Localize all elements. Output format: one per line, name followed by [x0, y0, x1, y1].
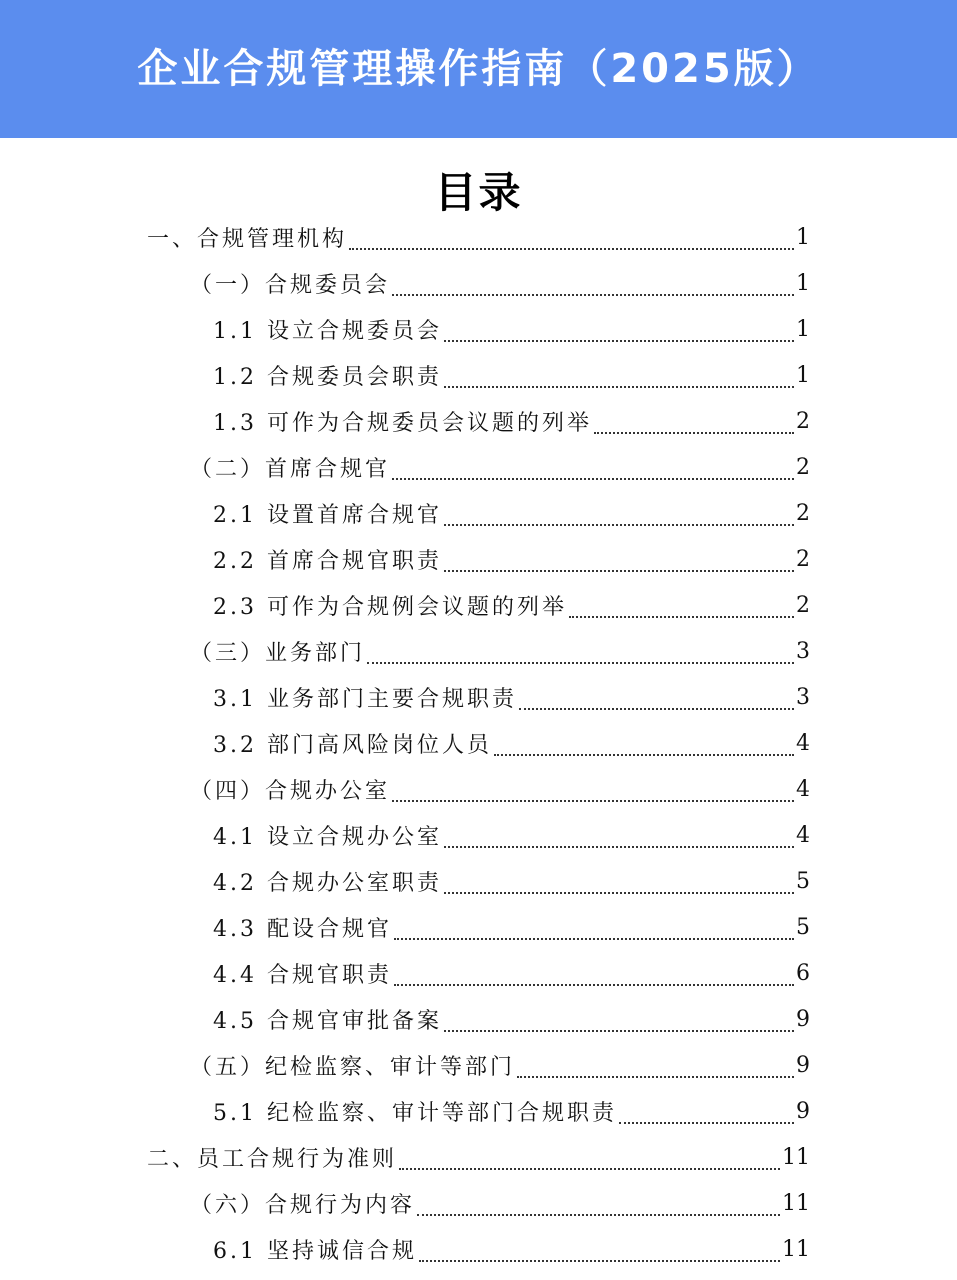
toc-page-number: 11	[782, 1144, 810, 1170]
toc-dot-leader	[419, 1260, 780, 1262]
toc-page-number: 4	[796, 822, 810, 848]
toc-entry-text: 2.1 设置首席合规官	[213, 502, 442, 528]
toc-dot-leader	[399, 1168, 780, 1170]
toc-page-number: 9	[796, 1006, 810, 1032]
toc-dot-leader	[394, 984, 794, 986]
toc-dot-leader	[517, 1076, 794, 1078]
toc-page-number: 5	[796, 868, 810, 894]
toc-page-number: 1	[796, 224, 810, 250]
toc-dot-leader	[417, 1214, 780, 1216]
toc-dot-leader	[349, 248, 794, 250]
toc-entry[interactable]	[0, 1226, 957, 1272]
toc-entry[interactable]	[0, 536, 957, 582]
toc-entry[interactable]	[0, 720, 957, 766]
document-title: 企业合规管理操作指南（2025版）	[137, 45, 820, 92]
toc-entry-text: 一、合规管理机构	[147, 226, 348, 252]
title-banner	[0, 0, 957, 138]
toc-page-number: 5	[796, 914, 810, 940]
toc-page-number: 1	[796, 316, 810, 342]
toc-entry-text: 4.4 合规官职责	[213, 962, 392, 988]
toc-page-number: 9	[796, 1098, 810, 1124]
toc-dot-leader	[494, 754, 794, 756]
toc-entry[interactable]	[0, 628, 957, 674]
toc-page-number: 3	[796, 684, 810, 710]
toc-page-number: 2	[796, 546, 810, 572]
toc-entry[interactable]	[0, 490, 957, 536]
toc-entry-text: 4.1 设立合规办公室	[213, 824, 442, 850]
toc-dot-leader	[367, 662, 794, 664]
toc-dot-leader	[619, 1122, 794, 1124]
toc-entry-text: 6.1 坚持诚信合规	[213, 1238, 417, 1264]
toc-page-number: 3	[796, 638, 810, 664]
toc-entry[interactable]	[0, 1134, 957, 1180]
toc-dot-leader	[444, 570, 794, 572]
toc-entry[interactable]	[0, 950, 957, 996]
toc-dot-leader	[519, 708, 794, 710]
toc-entry-text: 1.2 合规委员会职责	[213, 364, 442, 390]
toc-dot-leader	[444, 1030, 794, 1032]
toc-page-number: 4	[796, 776, 810, 802]
table-of-contents	[0, 214, 957, 1272]
toc-entry[interactable]	[0, 1180, 957, 1226]
toc-entry[interactable]	[0, 214, 957, 260]
toc-page-number: 1	[796, 270, 810, 296]
toc-entry[interactable]	[0, 306, 957, 352]
toc-dot-leader	[444, 846, 794, 848]
toc-dot-leader	[444, 892, 794, 894]
toc-dot-leader	[444, 524, 794, 526]
toc-dot-leader	[444, 340, 794, 342]
toc-dot-leader	[594, 432, 794, 434]
toc-entry-text: （五）纪检监察、审计等部门	[190, 1054, 516, 1080]
toc-entry-text: 3.2 部门高风险岗位人员	[213, 732, 492, 758]
toc-page-number: 11	[782, 1236, 810, 1262]
toc-page-number: 2	[796, 454, 810, 480]
toc-entry[interactable]	[0, 260, 957, 306]
toc-entry[interactable]	[0, 674, 957, 720]
toc-entry[interactable]	[0, 582, 957, 628]
toc-entry-text: 2.2 首席合规官职责	[213, 548, 442, 574]
toc-entry-text: 5.1 纪检监察、审计等部门合规职责	[213, 1100, 617, 1126]
toc-dot-leader	[444, 386, 794, 388]
toc-entry[interactable]	[0, 1042, 957, 1088]
toc-entry-text: 4.2 合规办公室职责	[213, 870, 442, 896]
toc-entry[interactable]	[0, 996, 957, 1042]
toc-dot-leader	[392, 294, 794, 296]
toc-page-number: 11	[782, 1190, 810, 1216]
toc-page-number: 2	[796, 408, 810, 434]
toc-page-number: 6	[796, 960, 810, 986]
toc-entry-text: 1.1 设立合规委员会	[213, 318, 442, 344]
toc-entry-text: 4.5 合规官审批备案	[213, 1008, 442, 1034]
toc-entry-text: 3.1 业务部门主要合规职责	[213, 686, 517, 712]
toc-entry-text: （三）业务部门	[190, 640, 366, 666]
toc-entry-text: 2.3 可作为合规例会议题的列举	[213, 594, 567, 620]
toc-page-number: 9	[796, 1052, 810, 1078]
toc-page-number: 1	[796, 362, 810, 388]
toc-entry[interactable]	[0, 812, 957, 858]
toc-dot-leader	[392, 478, 794, 480]
toc-entry[interactable]	[0, 444, 957, 490]
toc-dot-leader	[392, 800, 794, 802]
toc-entry-text: （一）合规委员会	[190, 272, 391, 298]
toc-dot-leader	[394, 938, 794, 940]
toc-entry-text: （六）合规行为内容	[190, 1192, 416, 1218]
toc-page-number: 2	[796, 592, 810, 618]
toc-entry-text: 1.3 可作为合规委员会议题的列举	[213, 410, 592, 436]
toc-heading: 目录	[434, 168, 523, 217]
toc-entry[interactable]	[0, 398, 957, 444]
toc-dot-leader	[569, 616, 794, 618]
toc-entry[interactable]	[0, 1088, 957, 1134]
toc-entry-text: 4.3 配设合规官	[213, 916, 392, 942]
toc-entry[interactable]	[0, 766, 957, 812]
toc-entry[interactable]	[0, 858, 957, 904]
toc-page-number: 4	[796, 730, 810, 756]
toc-entry-text: 二、员工合规行为准则	[147, 1146, 398, 1172]
toc-entry[interactable]	[0, 352, 957, 398]
toc-entry-text: （二）首席合规官	[190, 456, 391, 482]
toc-entry[interactable]	[0, 904, 957, 950]
toc-page-number: 2	[796, 500, 810, 526]
toc-entry-text: （四）合规办公室	[190, 778, 391, 804]
